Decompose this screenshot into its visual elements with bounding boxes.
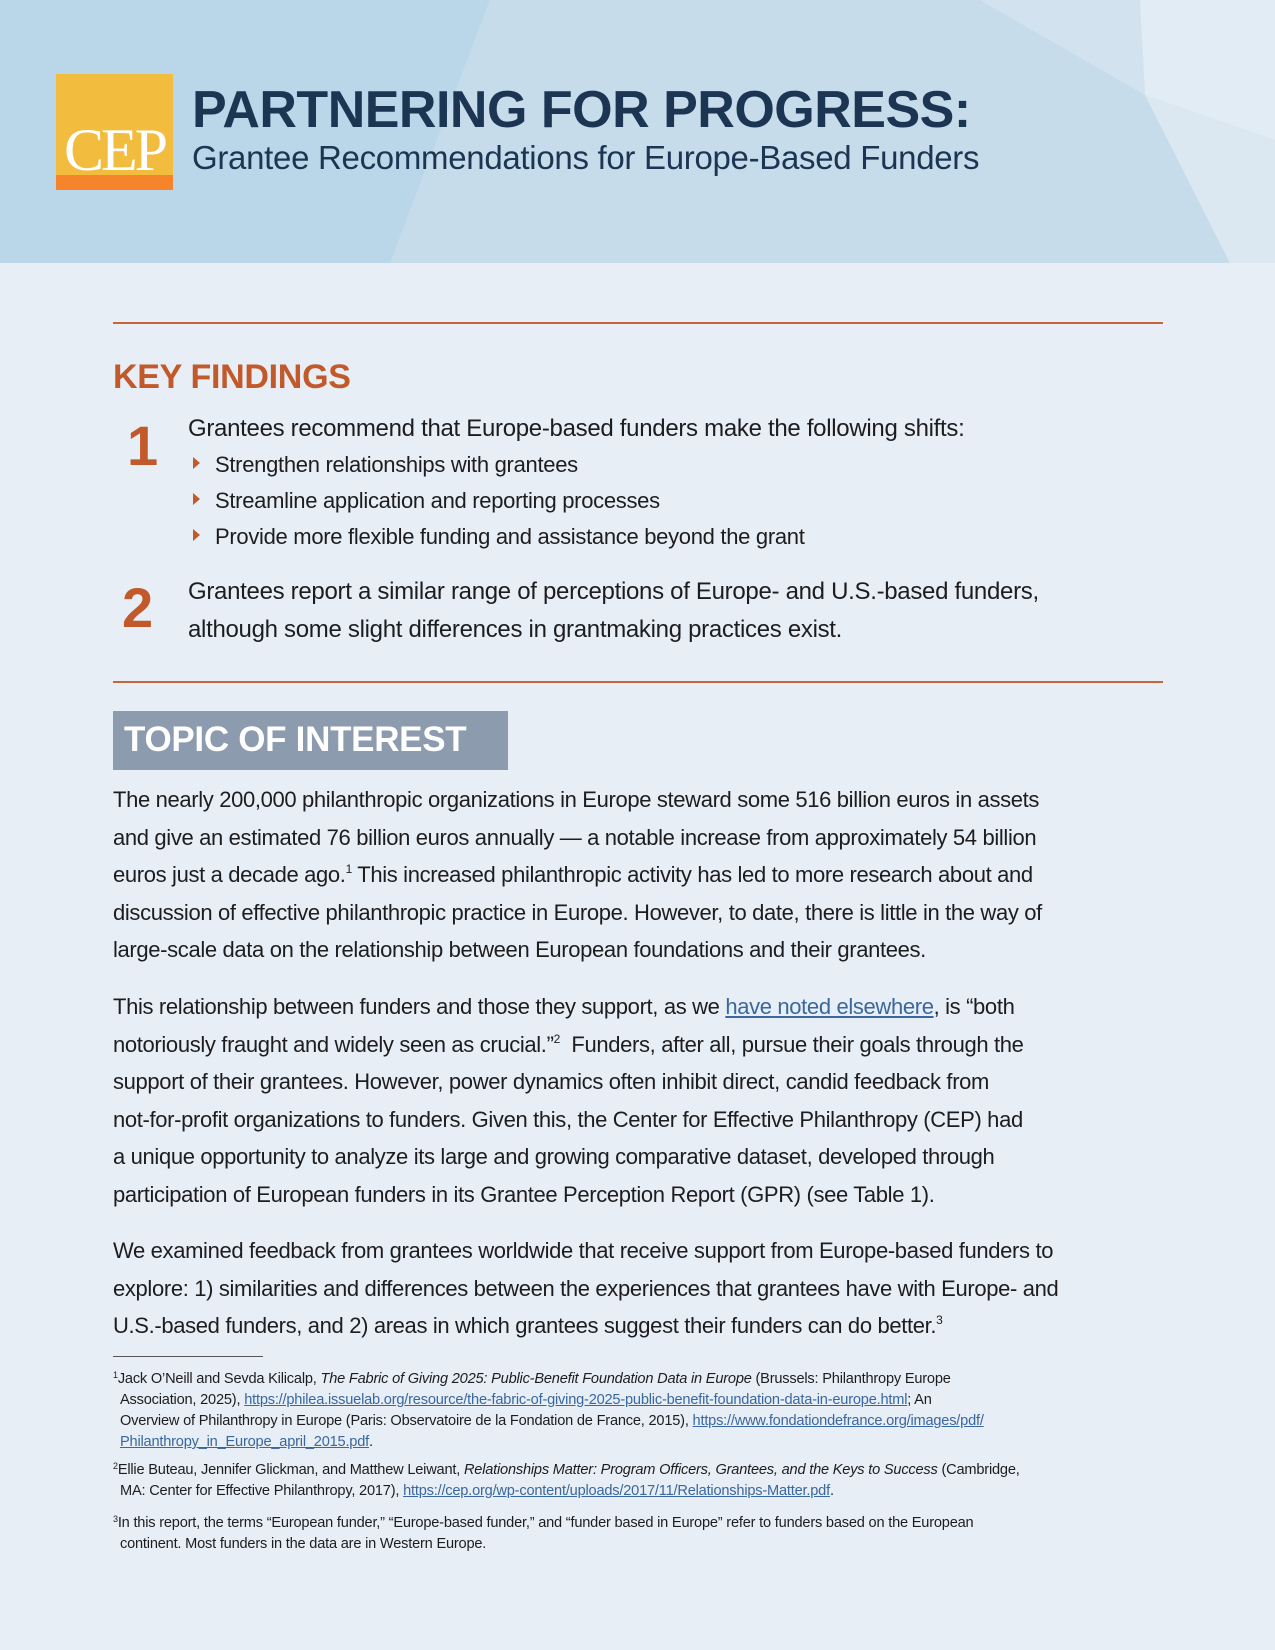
caret-right-icon [193,529,200,541]
footnote-number: 3 [113,1514,118,1524]
finding-1-bullet [193,452,578,478]
paragraph-1 [113,781,1173,969]
publication-title: The Fabric of Giving 2025: Public-Benefit Foundation Data in Europe [320,1371,752,1387]
paragraph-line [113,1026,1173,1064]
text-segment: U.S.-based funders, and 2) areas in which grantees suggest their funders can do better. [113,1313,937,1338]
finding-1-bullet [193,524,805,550]
paragraph-line: and give an estimated 76 billion euros annually — a notable increase from approximately 54 billion [113,824,1037,850]
paragraph-line [113,988,1173,1026]
footnote-ref-1[interactable]: 1 [345,862,352,876]
footnote-ref-3[interactable]: 3 [936,1313,943,1327]
paragraph-2 [113,988,1173,1213]
text-segment: Overview of Philanthropy in Europe (Paris: Observatoire de la Fondation de France, 2015), [120,1413,693,1429]
finding-1-text: Grantees recommend that Europe-based funders make the following shifts: [188,415,965,442]
finding-1-bullet [193,488,660,514]
text-segment: . [829,1483,834,1499]
footnote-line [113,1460,1173,1481]
caret-right-icon [193,457,200,469]
text-segment: Ellie Buteau, Jennifer Glickman, and Matthew Leiwant, [117,1462,464,1478]
relationships-matter-link[interactable]: https://cep.org/wp-content/uploads/2017/11/Relationships-Matter.pdf [403,1483,830,1499]
logo-text: CEP [63,117,166,183]
footnote-line: continent. Most funders in the data are in Western Europe. [120,1536,487,1552]
paragraph-line: participation of European funders in its Grantee Perception Report (GPR) (see Table 1). [113,1181,935,1207]
text-segment: Association, 2025), [120,1392,245,1408]
text-segment: Jack O’Neill and Sevda Kilicalp, [117,1371,321,1387]
text-segment: This relationship between funders and those they support, as we [113,994,726,1019]
footnote-line [113,1369,1173,1390]
philea-link[interactable]: https://philea.issuelab.org/resource/the-fabric-of-giving-2025-public-benefit-foundation-data-in-europe.html [244,1392,908,1408]
paragraph-line: large-scale data on the relationship between European foundations and their grantees. [113,937,926,962]
footnote-divider [113,1356,263,1357]
footnote-line [113,1432,1173,1453]
paragraph-3 [113,1232,1173,1345]
footnote-ref-2[interactable]: 2 [553,1031,560,1046]
text-segment: MA: Center for Effective Philanthropy, 2017), [120,1483,404,1499]
paragraph-line [113,1307,1173,1345]
finding-2-line-2: although some slight differences in grantmaking practices exist. [188,616,843,643]
text-segment: Funders, after all, pursue their goals through the [559,1031,1024,1057]
key-findings-heading: KEY FINDINGS [113,358,351,396]
bullet-text: Streamline application and reporting processes [215,488,660,513]
paragraph-line: not-for-profit organizations to funders. Given this, the Center for Effective Philanthropy (CEP) had [113,1106,1023,1132]
finding-number-2: 2 [122,576,154,639]
text-segment: euros just a decade ago. [113,862,346,887]
footnote-2 [113,1460,1173,1502]
bullet-text: Strengthen relationships with grantees [215,452,578,477]
section-divider-bottom [113,681,1163,683]
paragraph-line: discussion of effective philanthropic practice in Europe. However, to date, there is little in the way of [113,899,1042,925]
footnote-3 [113,1513,1173,1555]
text-segment: . [369,1434,373,1450]
footnote-line [113,1481,1173,1502]
fondation-de-france-link-cont[interactable]: Philanthropy_in_Europe_april_2015.pdf [120,1434,369,1450]
paragraph-line: explore: 1) similarities and differences between the experiences that grantees have with Europe- and [113,1275,1059,1301]
footnote-number: 2 [113,1461,118,1471]
text-segment: (Brussels: Philanthropy Europe [751,1371,951,1387]
text-segment: In this report, the terms “European funder,” “Europe-based funder,” and “funder based in Europe” refer to funders based on the European [117,1515,974,1531]
paragraph-line: The nearly 200,000 philanthropic organizations in Europe steward some 516 billion euros in assets [113,787,1040,812]
header-banner [0,0,1275,263]
page-title: PARTNERING FOR PROGRESS: [192,81,971,139]
paragraph-line [113,856,1173,894]
have-noted-elsewhere-link[interactable]: have noted elsewhere [725,994,934,1019]
page-subtitle: Grantee Recommendations for Europe-Based Funders [192,139,980,176]
footnote-line [113,1390,1173,1411]
paragraph-line: support of their grantees. However, power dynamics often inhibit direct, candid feedback from [113,1069,990,1094]
caret-right-icon [193,493,200,505]
paragraph-line: a unique opportunity to analyze its large and growing comparative dataset, developed through [113,1144,995,1169]
fondation-de-france-link[interactable]: https://www.fondationdefrance.org/images/pdf/ [692,1413,984,1429]
footnote-number: 1 [113,1370,118,1380]
text-segment: This increased philanthropic activity has led to more research about and [351,862,1033,887]
paragraph-line: We examined feedback from grantees worldwide that receive support from Europe-based funders to [113,1238,1054,1263]
text-segment: , is “both [933,994,1015,1019]
finding-number-1: 1 [127,414,159,477]
topic-of-interest-heading: TOPIC OF INTEREST [113,711,508,770]
text-segment: ; An [907,1392,932,1408]
finding-2-line-1: Grantees report a similar range of perceptions of Europe- and U.S.-based funders, [188,578,1039,605]
section-divider-top [113,322,1163,324]
bullet-text: Provide more flexible funding and assistance beyond the grant [215,524,805,549]
text-segment: (Cambridge, [937,1462,1020,1478]
publication-title: Relationships Matter: Program Officers, Grantees, and the Keys to Success [463,1462,938,1478]
footnote-1 [113,1369,1173,1453]
text-segment: notoriously fraught and widely seen as crucial.” [113,1031,554,1057]
cep-logo [56,74,173,190]
footnote-line [113,1513,1173,1534]
footnote-line [113,1411,1173,1432]
